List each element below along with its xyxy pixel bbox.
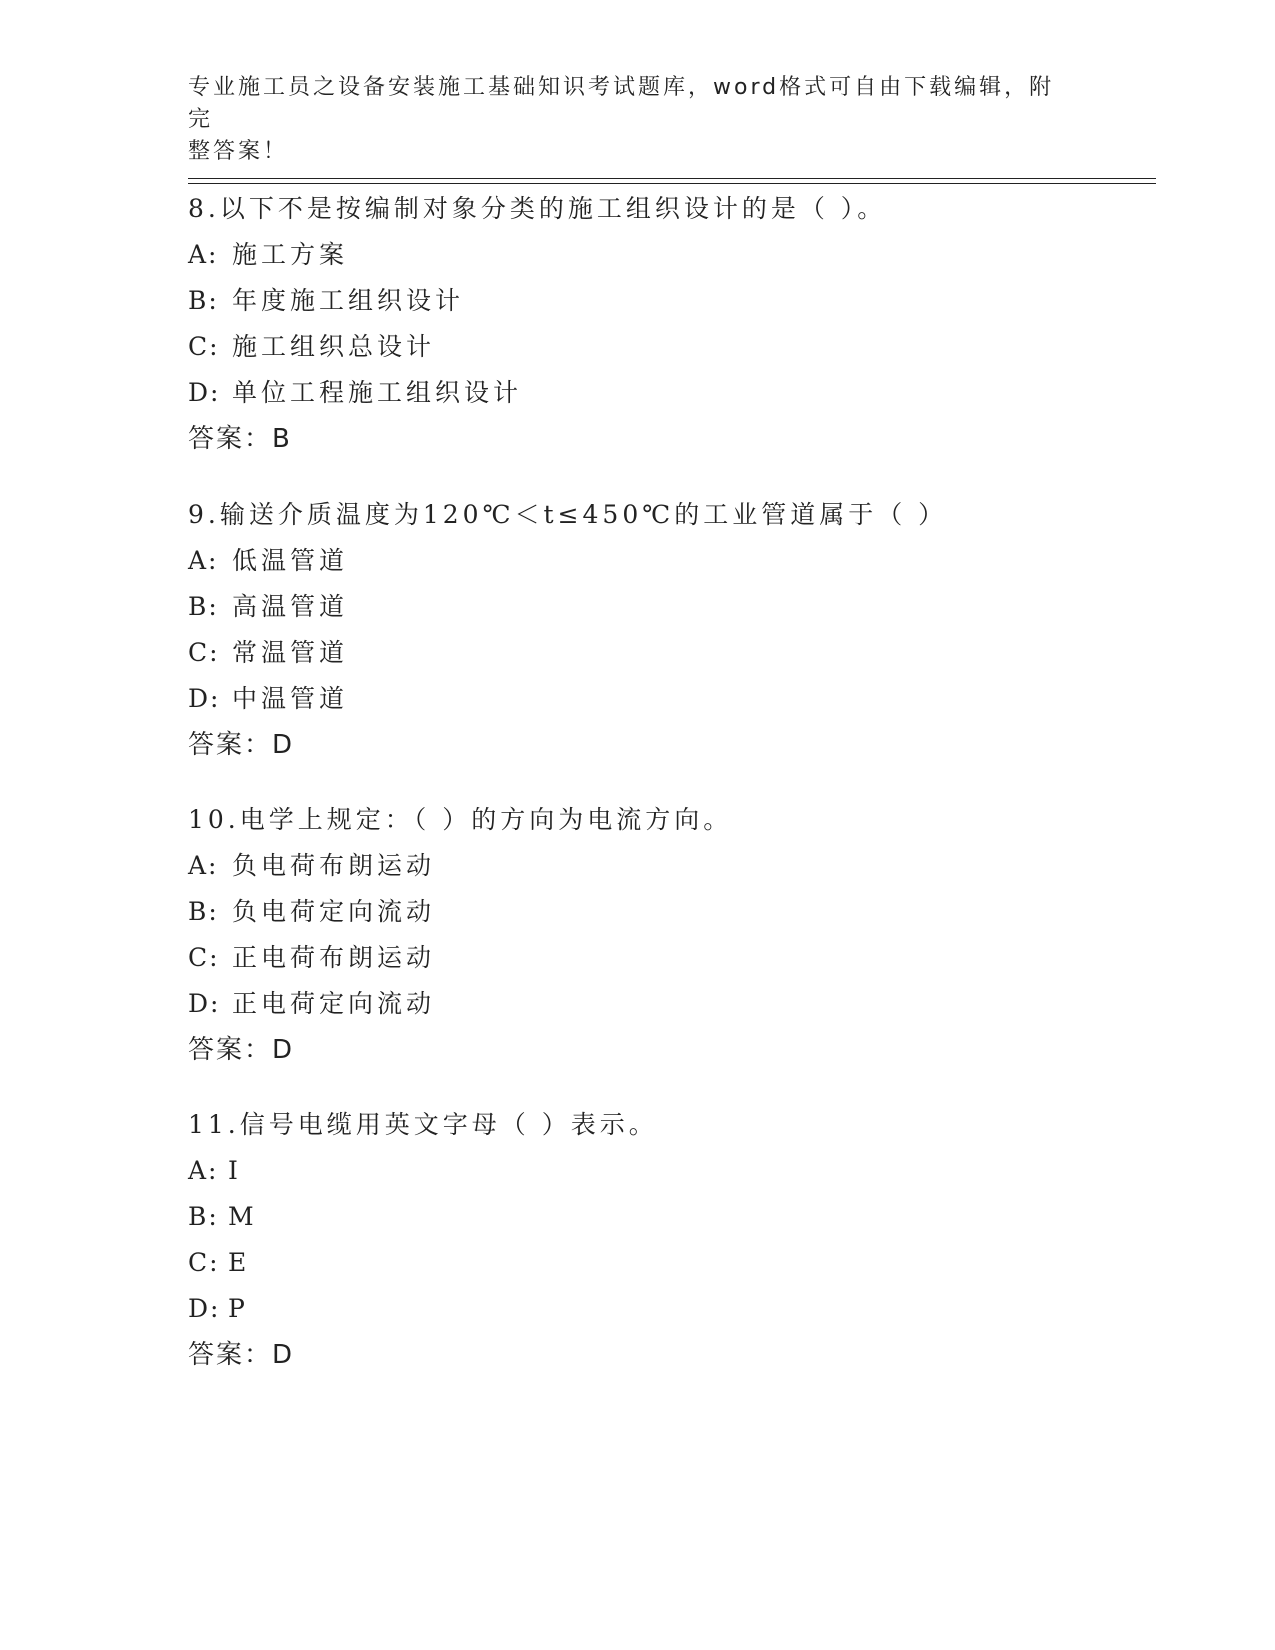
intro-line-1: 专业施工员之设备安装施工基础知识考试题库，word格式可自由下载编辑，附完: [188, 75, 1055, 132]
option-c: [188, 935, 1148, 981]
intro-line-2: 整答案！: [188, 139, 289, 164]
option-text: 年度施工组织设计: [232, 286, 465, 315]
option-d: [188, 370, 1148, 416]
question-10: [188, 797, 1148, 1073]
option-key: B:: [188, 592, 219, 621]
answer-value: B: [272, 424, 290, 454]
option-key: B:: [188, 897, 219, 926]
answer-label: 答案：: [188, 424, 273, 454]
option-key: A:: [188, 1156, 219, 1185]
option-text: 施工方案: [232, 240, 349, 269]
option-d: [188, 1286, 1148, 1332]
option-text: 低温管道: [232, 546, 349, 575]
option-a: [188, 843, 1148, 889]
answer-line: [188, 1332, 1148, 1378]
question-8: [188, 186, 1148, 462]
option-key: C:: [188, 1248, 220, 1277]
option-text: 高温管道: [232, 592, 349, 621]
answer-value: D: [272, 1340, 293, 1370]
document-intro: [188, 72, 1068, 168]
option-text: 负电荷布朗运动: [232, 851, 436, 880]
option-c: [188, 630, 1148, 676]
answer-value: D: [272, 730, 293, 760]
option-key: A:: [188, 546, 219, 575]
question-9: [188, 492, 1148, 768]
option-d: [188, 981, 1148, 1027]
option-a: [188, 538, 1148, 584]
question-title: 8.以下不是按编制对象分类的施工组织设计的是（ ）。: [188, 194, 887, 223]
option-c: [188, 324, 1148, 370]
option-key: C:: [188, 332, 220, 361]
option-c: [188, 1240, 1148, 1286]
option-text: 正电荷定向流动: [232, 989, 436, 1018]
option-key: A:: [188, 851, 219, 880]
option-b: [188, 1194, 1148, 1240]
option-key: D:: [188, 378, 221, 407]
option-b: [188, 278, 1148, 324]
answer-label: 答案：: [188, 1035, 273, 1065]
option-text: 常温管道: [232, 638, 349, 667]
question-11: [188, 1102, 1148, 1378]
option-key: A:: [188, 240, 219, 269]
option-key: D:: [188, 1294, 221, 1323]
option-key: C:: [188, 943, 220, 972]
answer-label: 答案：: [188, 730, 273, 760]
header-divider-bottom: [188, 183, 1156, 184]
option-key: D:: [188, 989, 221, 1018]
option-b: [188, 584, 1148, 630]
option-text: 单位工程施工组织设计: [232, 378, 523, 407]
option-d: [188, 676, 1148, 722]
option-key: B:: [188, 1202, 219, 1231]
option-text: P: [228, 1294, 249, 1323]
option-text: 正电荷布朗运动: [232, 943, 436, 972]
question-title: 9.输送介质温度为120℃＜t≤450℃的工业管道属于（ ）: [188, 500, 948, 529]
option-text: E: [228, 1248, 251, 1277]
option-a: [188, 1148, 1148, 1194]
option-key: D:: [188, 684, 221, 713]
answer-line: [188, 1027, 1148, 1073]
option-key: B:: [188, 286, 219, 315]
option-a: [188, 232, 1148, 278]
option-key: C:: [188, 638, 220, 667]
option-text: I: [228, 1156, 242, 1185]
option-text: 施工组织总设计: [232, 332, 436, 361]
question-title: 10.电学上规定：（ ）的方向为电流方向。: [188, 805, 733, 834]
option-text: 负电荷定向流动: [232, 897, 436, 926]
option-text: 中温管道: [232, 684, 349, 713]
answer-value: D: [272, 1035, 293, 1065]
answer-line: [188, 416, 1148, 462]
answer-line: [188, 722, 1148, 768]
option-text: M: [228, 1202, 258, 1231]
answer-label: 答案：: [188, 1340, 273, 1370]
header-divider-top: [188, 178, 1156, 179]
question-title: 11.信号电缆用英文字母（ ）表示。: [188, 1110, 658, 1139]
option-b: [188, 889, 1148, 935]
